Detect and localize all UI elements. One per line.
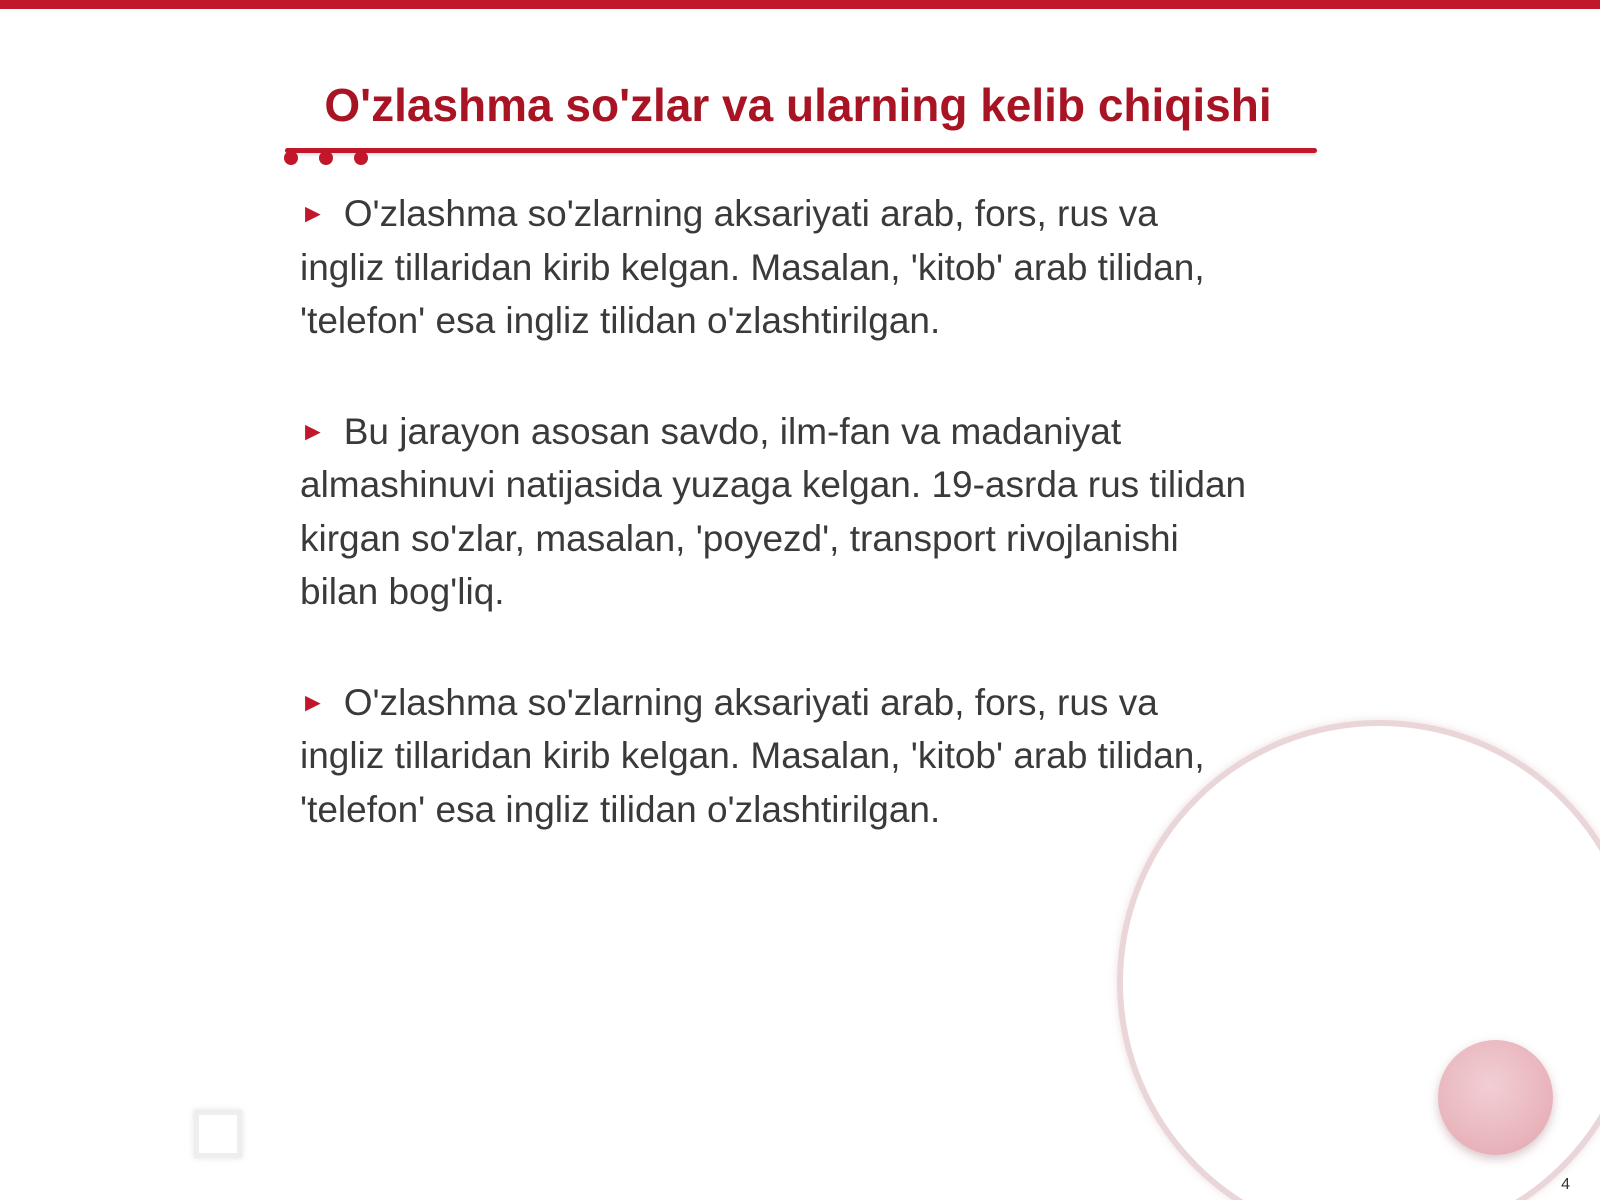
bullet-text: Bu jarayon asosan savdo, ilm-fan va madaniyat almashinuvi natijasida yuzaga kelgan. 19-asrda rus tilidan kirgan so'zlar, masalan, 'poyezd', transport rivojlanishi bilan bog'liq. — [300, 410, 1247, 612]
slide-title: O'zlashma so'zlar va ularning kelib chiqishi — [324, 79, 1272, 131]
triangle-bullet-icon: ► — [300, 198, 326, 228]
bullet-text: O'zlashma so'zlarning aksariyati arab, fors, rus va ingliz tillaridan kirib kelgan. Masalan, 'kitob' arab tilidan, 'telefon' esa ingliz tilidan o'zlashtirilgan. — [300, 681, 1205, 830]
title-underline — [285, 148, 1317, 153]
triangle-bullet-icon: ► — [300, 415, 326, 446]
bullet-list — [300, 187, 1250, 893]
bullet-item — [300, 405, 1250, 619]
decorative-square — [194, 1110, 242, 1158]
decorative-dot — [284, 151, 298, 165]
decorative-pink-circle — [1438, 1040, 1553, 1155]
triangle-bullet-icon: ► — [300, 686, 326, 717]
decorative-dot — [319, 151, 333, 165]
bullet-text: O'zlashma so'zlarning aksariyati arab, fors, rus va ingliz tillaridan kirib kelgan. Masalan, 'kitob' arab tilidan, 'telefon' esa ingliz tilidan o'zlashtirilgan. — [300, 193, 1205, 341]
bullet-item — [300, 676, 1250, 837]
top-accent-bar — [0, 0, 1600, 9]
decorative-dot — [354, 151, 368, 165]
bullet-item — [300, 187, 1250, 348]
page-number: 4 — [1561, 1176, 1570, 1193]
